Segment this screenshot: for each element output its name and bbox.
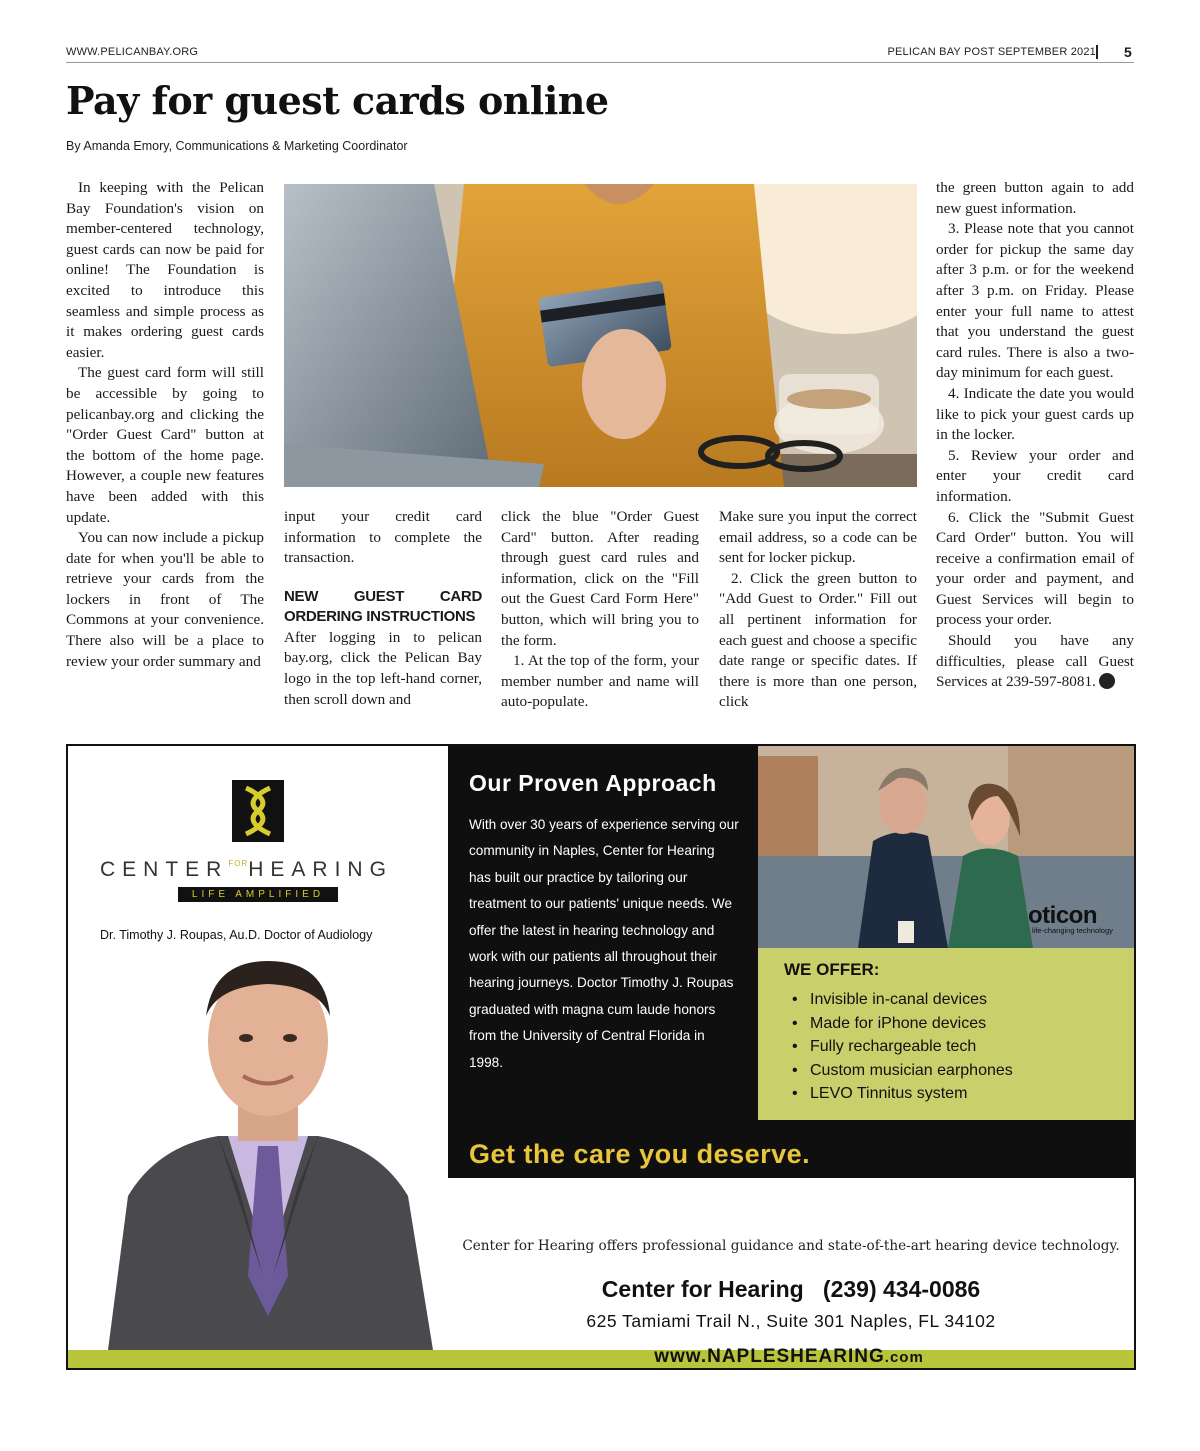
paragraph: 6. Click the "Submit Guest Card Order" button. You will receive a confirmation email of your order and payment, and Guest Services will begin to process your order. [936, 508, 1134, 629]
article-photo-credit-card [284, 184, 917, 487]
header-rule [66, 62, 1134, 63]
paragraph: 4. Indicate the date you would like to pick your guest cards up in the locker. [936, 384, 1134, 444]
doctor-name: Dr. Timothy J. Roupas, Au.D. Doctor of Audiology [100, 928, 373, 942]
end-mark-icon [1099, 673, 1115, 689]
paragraph: You can now include a pickup date for when you'll be able to retrieve your cards from the lockers in front of The Commons at your convenience. There also will be a place to review your order summary and [66, 529, 264, 670]
doctor-portrait [98, 946, 438, 1350]
business-phone[interactable]: (239) 434-0086 [822, 1276, 981, 1302]
publication-info: PELICAN BAY POST SEPTEMBER 2021 [887, 46, 1096, 58]
logo-wordmark [100, 858, 420, 882]
article-byline: By Amanda Emory, Communications & Marketing Coordinator [66, 139, 408, 153]
article-column-3 [501, 507, 699, 713]
paragraph: the green button again to add new guest information. [936, 179, 1134, 217]
paragraph: In keeping with the Pelican Bay Foundation's vision on member-centered technology, guest cards can now be paid for online! The Foundation is excited to introduce this seamless and simple process as it makes ordering guest cards easier. [66, 179, 264, 361]
logo-tagline: LIFE AMPLIFIED [178, 887, 338, 902]
center-for-hearing-logo-icon [232, 780, 284, 842]
paragraph: 5. Review your order and enter your credit card information. [936, 446, 1134, 505]
business-website[interactable]: www.NAPLESHEARING.com [654, 1346, 924, 1367]
paragraph: After logging in to pelican bay.org, click the Pelican Bay logo in the top left-hand corner, then scroll down and [284, 628, 482, 708]
doctor-portrait-illustration [98, 946, 438, 1350]
header-separator [1096, 45, 1098, 59]
article-column-2 [284, 507, 482, 710]
cta-call: Call today to schedule your appointment: (239) 434-0086 [469, 1180, 1032, 1203]
oticon-tagline: life-changing technology [1032, 926, 1113, 935]
page-number: 5 [1124, 44, 1132, 60]
section-subhead: NEW GUEST CARD ORDERING INSTRUCTIONS [284, 587, 482, 626]
logo-word-hearing: HEARING [248, 858, 393, 881]
paragraph: Make sure you input the correct email address, so a code can be sent for locker pickup. [719, 508, 917, 567]
cta-headline: Get the care you deserve. [469, 1139, 811, 1169]
closing-text: Should you have any difficulties, please call Guest Services at 239-597-8081. [936, 632, 1134, 691]
article-column-4 [719, 507, 917, 713]
offer-list [792, 988, 1013, 1106]
offer-item: • Custom musician earphones [792, 1061, 1013, 1079]
logo-word-center: CENTER [100, 858, 229, 881]
site-url[interactable]: WWW.PELICANBAY.ORG [66, 46, 199, 58]
logo-word-for: FOR [228, 859, 249, 868]
approach-title: Our Proven Approach [469, 770, 717, 796]
advertisement-center-for-hearing [66, 744, 1136, 1370]
paragraph: 2. Click the green button to "Add Guest to Order." Fill out all pertinent information for each guest and choose a specific date range or specific dates. If there is more than one person, click [719, 569, 917, 711]
guidance-text: Center for Hearing offers professional guidance and state-of-the-art hearing device technology. [462, 1238, 1120, 1254]
paragraph: click the blue "Order Guest Card" button. After reading through guest card rules and information, click on the "Fill out the Guest Card Form Here" button, which will bring you to the form. [501, 508, 699, 649]
business-name: Center for Hearing [601, 1276, 804, 1302]
article-column-1 [66, 178, 264, 672]
offer-item: • Invisible in-canal devices [792, 991, 987, 1008]
paragraph [936, 631, 1134, 693]
offer-title: WE OFFER: [784, 960, 880, 979]
paragraph: 3. Please note that you cannot order for pickup the same day after 3 p.m. or for the weekend after 3 p.m. on Friday. Please enter your full name to attest that you understand the guest card rules. There is also a two-day minimum for each guest. [936, 220, 1134, 382]
offer-item: • Fully rechargeable tech [792, 1038, 977, 1055]
business-address: 625 Tamiami Trail N., Suite 301 Naples, FL 34102 [586, 1311, 996, 1331]
offer-item: • LEVO Tinnitus system [792, 1085, 968, 1102]
oticon-logo: oticon [1028, 902, 1097, 929]
contact-name-phone [448, 1276, 1134, 1303]
paragraph: The guest card form will still be accessible by going to pelicanbay.org and clicking the "Order Guest Card" button at the bottom of the home page. However, a couple new features have been added with this update. [66, 364, 264, 526]
article-column-5 [936, 178, 1134, 693]
offer-item: • Made for iPhone devices [792, 1014, 987, 1032]
paragraph: input your credit card information to complete the transaction. [284, 508, 482, 567]
photo-illustration [284, 184, 917, 487]
approach-text: With over 30 years of experience serving our community in Naples, Center for Hearing has built our practice by tailoring our treatment to our patients' unique needs. We offer the latest in hearing technology and work with our patients all throughout their hearing journeys. Doctor Timothy J. Roupas graduated with magna cum laude honors from the University of Central Florida in 1998. [469, 817, 739, 1070]
article-title: Pay for guest cards online [66, 78, 609, 123]
paragraph: 1. At the top of the form, your member number and name will auto-populate. [501, 652, 699, 711]
